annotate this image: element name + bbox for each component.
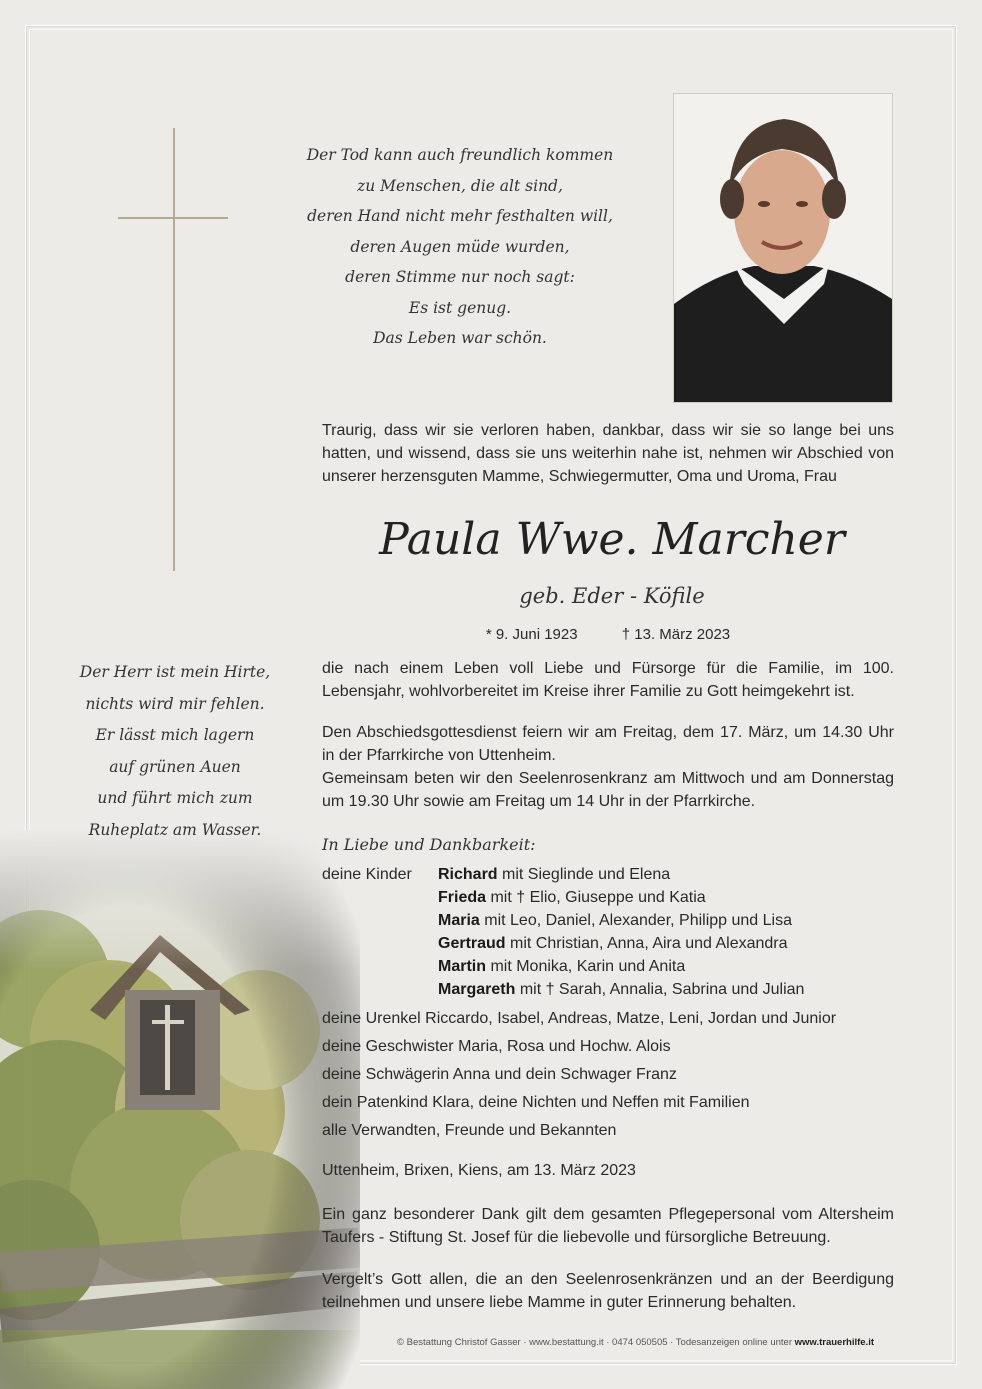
child-family: mit † Elio, Giuseppe und Katia xyxy=(490,889,706,906)
child-family: mit Christian, Anna, Aira und Alexandra xyxy=(510,935,788,952)
thanks-text: Ein ganz besonderer Dank gilt dem gesamten Pflegepersonal vom Altersheim Taufers - Stiftung St. Josef für die liebevolle und fürsorgliche Betreuung. xyxy=(322,1206,894,1246)
top-poem xyxy=(290,140,630,354)
child-family: mit † Sarah, Annalia, Sabrina und Julian xyxy=(519,981,805,998)
birth-date: * 9. Juni 1923 xyxy=(485,626,578,643)
psalm-poem xyxy=(50,657,300,846)
vergelts-text: Vergelt’s Gott allen, die an den Seelenrosenkränzen und an der Beerdigung teilnehmen und unsere liebe Mamme in guter Erinnerung behalten. xyxy=(322,1271,894,1311)
life-dates xyxy=(322,626,894,643)
child-family: mit Leo, Daniel, Alexander, Philipp und Lisa xyxy=(484,912,792,929)
list-item: deine Schwägerin Anna und dein Schwager Franz xyxy=(322,1066,677,1083)
place-date: Uttenheim, Brixen, Kiens, am 13. März 2023 xyxy=(322,1162,636,1179)
poem-line: Er lässt mich lagern xyxy=(95,726,255,744)
child-name: Maria xyxy=(438,912,480,929)
list-item xyxy=(438,958,685,976)
cross-icon xyxy=(173,128,175,571)
footer xyxy=(322,1337,874,1348)
footer-text: © Bestattung Christof Gasser · www.bestattung.it · 0474 050505 · Todesanzeigen online unter xyxy=(397,1337,795,1348)
maiden-name: geb. Eder - Köfile xyxy=(519,584,705,608)
poem-line: nichts wird mir fehlen. xyxy=(85,694,265,713)
child-name: Martin xyxy=(438,958,486,975)
portrait-photo xyxy=(673,93,893,403)
poem-line: deren Stimme nur noch sagt: xyxy=(345,268,575,286)
mourners-heading: In Liebe und Dankbarkeit: xyxy=(322,835,536,854)
service-text: Den Abschiedsgottesdienst feiern wir am Freitag, dem 17. März, um 14.30 Uhr in der Pfarrkirche von Uttenheim. xyxy=(322,724,894,764)
poem-line: Der Herr ist mein Hirte, xyxy=(79,663,271,681)
poem-line: Es ist genug. xyxy=(408,298,512,317)
child-family: mit Monika, Karin und Anita xyxy=(490,958,686,975)
poem-line: und führt mich zum xyxy=(97,789,253,807)
list-item xyxy=(438,912,792,930)
wayside-shrine-image xyxy=(0,830,360,1389)
poem-line: deren Hand nicht mehr festhalten will, xyxy=(307,207,613,225)
poem-line: Das Leben war schön. xyxy=(373,329,547,347)
cross-bar xyxy=(118,217,228,219)
intro-text: Traurig, dass wir sie verloren haben, dankbar, dass wir sie so lange bei uns hatten, und wissend, dass sie uns weiterhin nahe ist, nehmen wir Abschied von unserer herzensguten Mamme, Schwiegermutter, Oma und Uroma, Frau xyxy=(322,422,894,485)
death-date: † 13. März 2023 xyxy=(621,626,731,643)
life-text: die nach einem Leben voll Liebe und Fürsorge für die Familie, im 100. Lebensjahr, wohlvorbereitet im Kreise ihrer Familie zu Gott heimgekehrt ist. xyxy=(322,660,894,700)
child-name: Gertraud xyxy=(438,935,506,952)
list-item xyxy=(438,981,804,999)
poem-line: Der Tod kann auch freundlich kommen xyxy=(306,146,614,164)
poem-line: auf grünen Auen xyxy=(109,757,241,776)
rosary-text: Gemeinsam beten wir den Seelenrosenkranz am Mittwoch und am Donnerstag um 19.30 Uhr sowie am Freitag um 14 Uhr in der Pfarrkirche. xyxy=(322,770,894,810)
deceased-name: Paula Wwe. Marcher xyxy=(379,514,845,565)
child-name: Frieda xyxy=(438,889,487,906)
list-item: alle Verwandten, Freunde und Bekannten xyxy=(322,1122,617,1139)
poem-line: Ruheplatz am Wasser. xyxy=(88,820,262,839)
child-name: Margareth xyxy=(438,981,516,998)
list-item: deine Urenkel Riccardo, Isabel, Andreas, Matze, Leni, Jordan und Junior xyxy=(322,1010,837,1027)
list-item xyxy=(438,866,670,884)
poem-line: deren Augen müde wurden, xyxy=(350,237,570,256)
children-label: deine Kinder xyxy=(322,866,412,883)
poem-line: zu Menschen, die alt sind, xyxy=(357,176,563,195)
footer-link[interactable]: www.trauerhilfe.it xyxy=(794,1337,874,1348)
list-item: dein Patenkind Klara, deine Nichten und Neffen mit Familien xyxy=(322,1094,750,1111)
list-item xyxy=(438,935,788,953)
list-item: deine Geschwister Maria, Rosa und Hochw. Alois xyxy=(322,1038,671,1055)
child-family: mit Sieglinde und Elena xyxy=(502,866,671,883)
list-item xyxy=(438,889,706,907)
child-name: Richard xyxy=(438,866,498,883)
